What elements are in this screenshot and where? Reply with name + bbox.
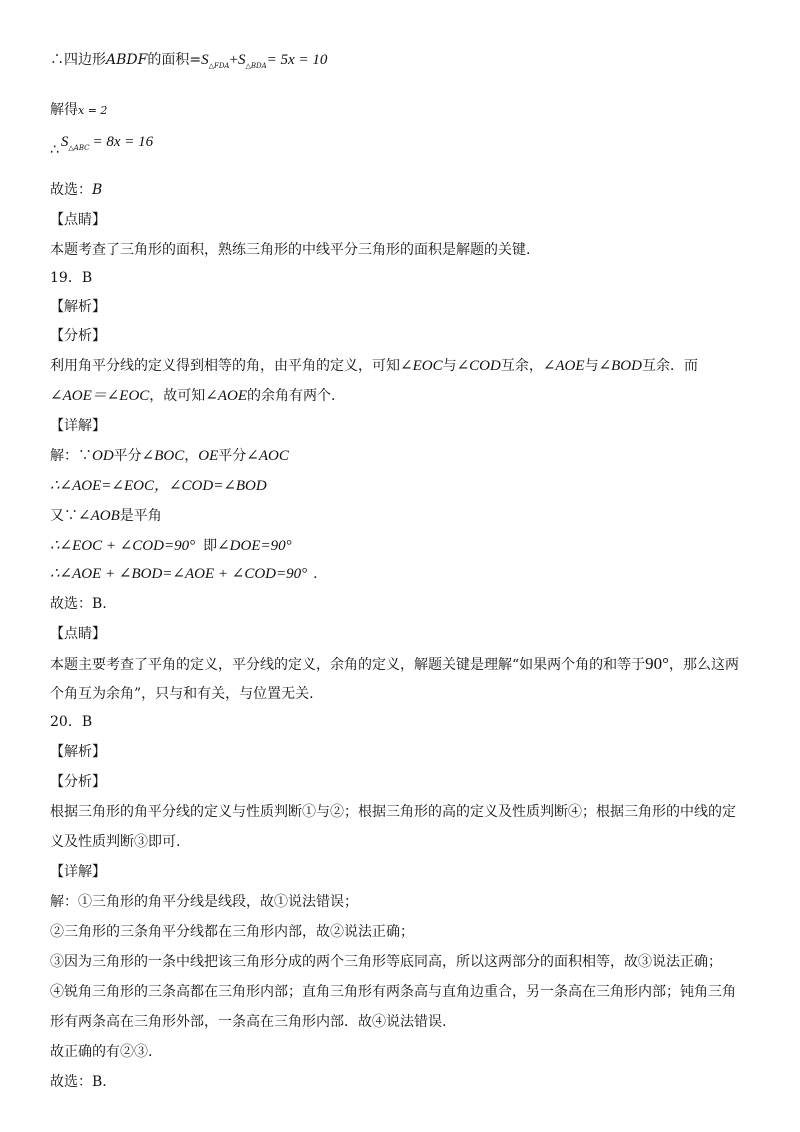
- q20-correct: 故正确的有②③.: [50, 1044, 153, 1060]
- math-run: ∠AOB: [78, 508, 120, 524]
- final-s-sub: △ABC: [68, 144, 90, 152]
- math-run: 90°: [645, 654, 669, 673]
- q19-detail-line-1: [50, 446, 762, 466]
- final-line: [50, 132, 762, 158]
- text-run: 即: [203, 538, 218, 554]
- text-run: 与: [584, 358, 599, 374]
- text-run: ，: [184, 448, 199, 464]
- area-shape: ABDF: [106, 52, 148, 68]
- text-run: .: [313, 566, 318, 582]
- q20-jiexi: 【解析】: [50, 744, 106, 760]
- q20-detail-line-1: 解：①三角形的角平分线是线段，故①说法错误；: [50, 894, 358, 910]
- final-s: S: [60, 134, 69, 150]
- q19-comment-line-1: [50, 654, 762, 675]
- q20-analysis-line-2: 义及性质判断③即可.: [50, 834, 181, 850]
- text-run: 互余，: [500, 358, 543, 374]
- area-plus: +: [229, 52, 238, 68]
- solve-expr: x = 2: [78, 104, 108, 117]
- text-run: 与: [442, 358, 457, 374]
- q19-heading: 19．B: [50, 270, 93, 286]
- area-s2-sub: △BDA: [245, 62, 267, 70]
- q20-fenxi: 【分析】: [50, 774, 106, 790]
- math-run: ∠DOE=90°: [217, 538, 292, 554]
- area-eq: = 5x = 10: [266, 52, 328, 68]
- therefore-symbol: ∴: [50, 142, 59, 158]
- area-s1: S: [201, 52, 209, 68]
- q20-choice: 故选：B.: [50, 1074, 107, 1090]
- area-mid: 的面积=: [147, 52, 202, 68]
- q20-detail-line-5: 形有两条高在三角形外部，一条高在三角形内部．故④说法错误.: [50, 1014, 447, 1030]
- text-run: 平分: [218, 448, 247, 464]
- math-run: OD: [92, 448, 114, 464]
- math-run: ∠COD: [456, 358, 501, 374]
- math-run: ∴∠EOC + ∠COD=90°: [50, 538, 196, 554]
- area-s1-sub: △FDA: [208, 62, 230, 70]
- text-run: 又∵: [50, 508, 78, 524]
- s18-choice-letter: B: [92, 182, 103, 198]
- q19-comment-line-2: 个角互为余角”，只与和有关，与位置无关.: [50, 686, 314, 702]
- q20-xiangjie: 【详解】: [50, 864, 106, 880]
- q19-detail-line-4: [50, 536, 762, 556]
- math-run: ∠BOC: [141, 448, 185, 464]
- math-run: OE: [198, 448, 219, 464]
- text-run: 解：∵: [50, 448, 92, 464]
- s18-choice: [50, 180, 762, 200]
- math-run: ∴∠AOE + ∠BOD=∠AOE + ∠COD=90°: [50, 566, 308, 582]
- q19-analysis-line-2: [50, 386, 762, 406]
- text-run: 互余．而: [641, 358, 698, 374]
- math-run: ∠BOD: [598, 358, 642, 374]
- q20-analysis-line-1: 根据三角形的角平分线的定义与性质判断①与②；根据三角形的高的定义及性质判断④；根据三角形的中线的定: [50, 804, 736, 820]
- q19-comment-title: 【点睛】: [50, 626, 106, 642]
- q20-heading: 20．B: [50, 714, 93, 730]
- text-run: 利用角平分线的定义得到相等的角，由平角的定义，可知: [50, 358, 400, 374]
- q20-detail-line-4: ④锐角三角形的三条高都在三角形内部；直角三角形有两条高与直角边重合，另一条高在三角形内部；钝角三角: [50, 984, 736, 1000]
- math-run: ∠EOC: [400, 358, 443, 374]
- s18-choice-label: 故选：: [50, 182, 92, 198]
- solve-line: [50, 100, 762, 121]
- s18-comment-text: 本题考查了三角形的面积，熟练三角形的中线平分三角形的面积是解题的关键.: [50, 242, 531, 258]
- area-line: [50, 50, 762, 76]
- q19-detail-line-2: ∴∠AOE=∠EOC，∠COD=∠BOD: [50, 478, 267, 494]
- area-s2: S: [237, 52, 246, 68]
- q19-choice: 故选：B.: [50, 596, 107, 612]
- math-run: ∠AOE: [205, 388, 248, 404]
- q19-fenxi: 【分析】: [50, 328, 106, 344]
- q20-detail-line-3: ③因为三角形的一条中线把该三角形分成的两个三角形等底同高，所以这两部分的面积相等，故③说法正确；: [50, 954, 722, 970]
- q19-jiexi: 【解析】: [50, 299, 106, 315]
- q19-detail-line-5: [50, 564, 762, 584]
- math-run: ∠AOE: [542, 358, 585, 374]
- q20-detail-line-2: ②三角形的三条角平分线都在三角形内部，故②说法正确；: [50, 924, 414, 940]
- final-eq: = 8x = 16: [92, 134, 154, 150]
- area-lead: ∴四边形: [50, 52, 106, 68]
- text-run: 本题主要考查了平角的定义，平分线的定义，余角的定义，解题关键是理解“如果两个角的和等于: [50, 657, 646, 673]
- text-run: 的余角有两个.: [247, 388, 336, 404]
- s18-comment-title: 【点睛】: [50, 212, 106, 228]
- q19-analysis-line-1: [50, 356, 762, 376]
- text-run: ，那么这两: [668, 657, 739, 673]
- text-run: 平分: [113, 448, 142, 464]
- math-run: ∠AOC: [246, 448, 289, 464]
- math-run: ∠AOE＝∠EOC: [50, 388, 150, 404]
- text-run: ，故可知: [149, 388, 206, 404]
- text-run: 是平角: [119, 508, 162, 524]
- solve-lead: 解得: [50, 102, 78, 118]
- q19-detail-line-3: [50, 506, 762, 526]
- q19-xiangjie: 【详解】: [50, 418, 106, 434]
